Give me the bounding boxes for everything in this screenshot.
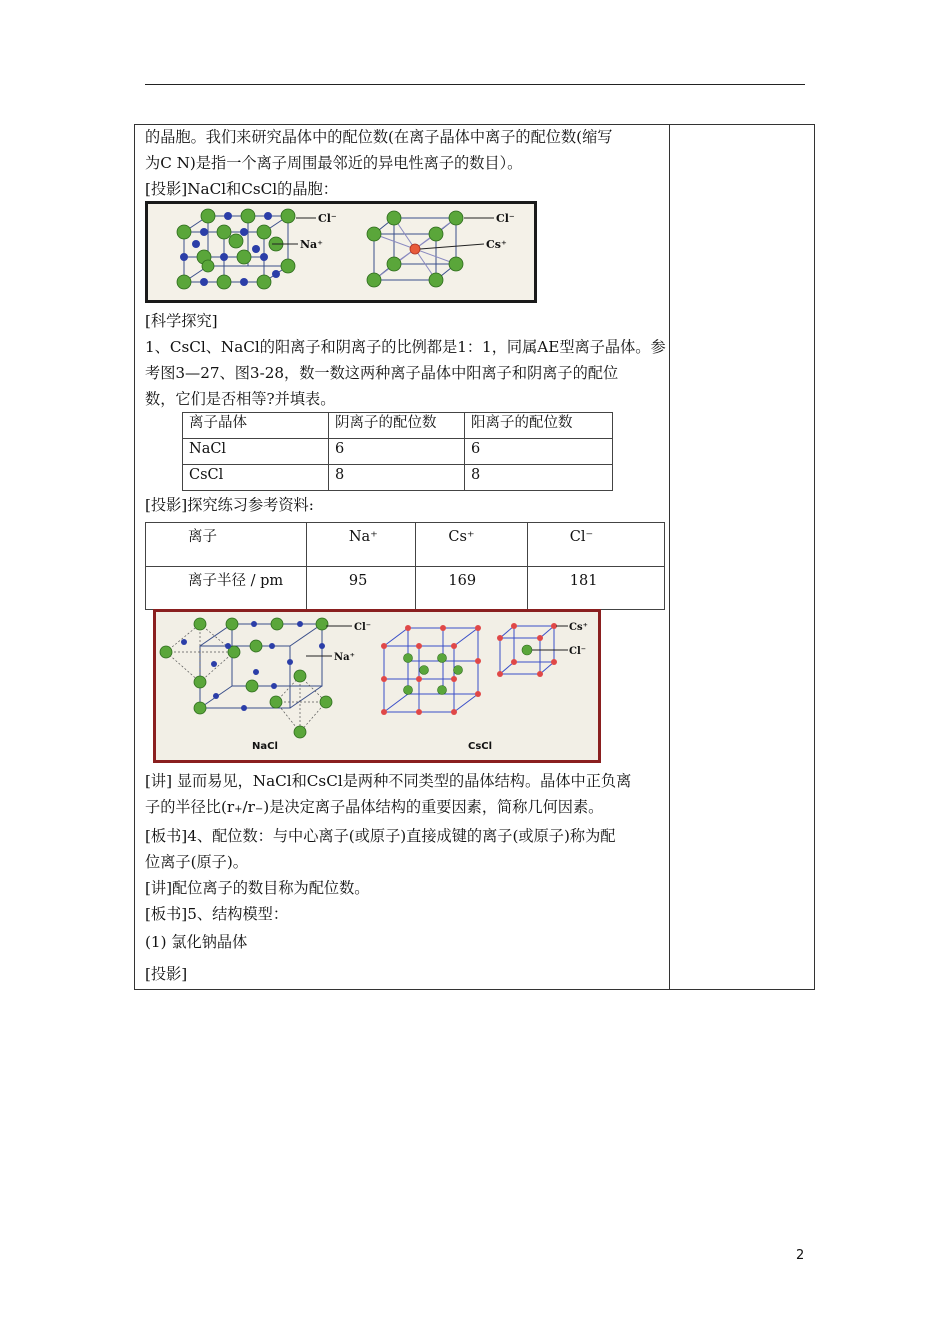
table-row <box>183 465 613 491</box>
projection-paragraph <box>145 492 665 518</box>
table-cell: CsCl <box>183 465 329 491</box>
crystal-structure-models-image <box>153 609 601 763</box>
table-cell: 6 <box>329 439 465 465</box>
table-cell: NaCl <box>183 439 329 465</box>
table-header-cell: Na⁺ <box>306 523 416 567</box>
text-line: 数，它们是否相等?并填表。 <box>145 390 336 408</box>
nacl-caption: NaCl <box>252 741 278 752</box>
na-label: Na⁺ <box>300 238 323 251</box>
table-header-cell: 离子晶体 <box>183 413 329 439</box>
text-line: 的晶胞。我们来研究晶体中的配位数(在离子晶体中离子的配位数(缩写 <box>145 128 613 146</box>
cs-label: Cs⁺ <box>486 238 507 251</box>
cscl-caption: CsCl <box>468 741 493 752</box>
table-header-row <box>183 413 613 439</box>
coordination-number-table <box>182 412 613 491</box>
table-header-cell: 离子 <box>146 523 307 567</box>
na-label: Na⁺ <box>334 652 355 663</box>
text-line: [投影] <box>145 965 188 983</box>
table-cell: 181 <box>527 567 664 610</box>
table-cell: 6 <box>465 439 613 465</box>
table-cell: 8 <box>465 465 613 491</box>
table-header-cell: 阴离子的配位数 <box>329 413 465 439</box>
text-line: (1) 氯化钠晶体 <box>145 933 248 951</box>
table-header-cell: Cl⁻ <box>527 523 664 567</box>
ionic-radius-table <box>145 522 665 610</box>
text-line: 考图3—27、图3-28，数一数这两种离子晶体中阳离子和阴离子的配位 <box>145 364 619 382</box>
table-row <box>146 567 665 610</box>
table-cell: 169 <box>416 567 527 610</box>
table-header-cell: 阳离子的配位数 <box>465 413 613 439</box>
table-cell: 离子半径 / pm <box>146 567 307 610</box>
cl-label-cscl: Cl⁻ <box>569 646 587 657</box>
text-line: 位离子(原子)。 <box>145 853 248 871</box>
text-line: [板书]4、配位数：与中心离子(或原子)直接成键的离子(或原子)称为配 <box>145 827 616 845</box>
intro-paragraph <box>145 124 665 202</box>
cl-label: Cl⁻ <box>318 212 337 225</box>
table-cell: 95 <box>306 567 416 610</box>
nacl-cscl-unit-cell-image <box>145 201 537 303</box>
text-line: [讲]配位离子的数目称为配位数。 <box>145 879 370 897</box>
text-line: 为C N)是指一个离子周围最邻近的异电性离子的数目）。 <box>145 154 523 172</box>
column-divider <box>669 124 670 990</box>
text-line: [板书]5、结构模型： <box>145 905 289 923</box>
cl-label-cscl: Cl⁻ <box>496 212 515 225</box>
text-line: 1、CsCl、NaCl的阳离子和阴离子的比例都是1：1，同属AE型离子晶体。参 <box>145 338 666 356</box>
text-line: 子的半径比(r+/r−)是决定离子晶体结构的重要因素，简称几何因素。 <box>145 798 604 816</box>
text-line: [投影]NaCl和CsCl的晶胞： <box>145 180 338 198</box>
header-rule <box>145 84 805 85</box>
table-cell: 8 <box>329 465 465 491</box>
table-row <box>183 439 613 465</box>
text-line: [科学探究] <box>145 312 218 330</box>
cs-label: Cs⁺ <box>569 622 588 633</box>
table-header-cell: Cs⁺ <box>416 523 527 567</box>
table-header-row <box>146 523 665 567</box>
text-line: [讲] 显而易见，NaCl和CsCl是两种不同类型的晶体结构。晶体中正负离 <box>145 772 632 790</box>
page-number: 2 <box>796 1248 805 1263</box>
unit-cell-drawing <box>148 204 534 300</box>
explanation-paragraph <box>145 768 665 987</box>
text-line: [投影]探究练习参考资料: <box>145 496 314 514</box>
cl-label: Cl⁻ <box>354 622 372 633</box>
crystal-models-drawing <box>156 612 598 760</box>
science-inquiry-paragraph <box>145 308 665 412</box>
